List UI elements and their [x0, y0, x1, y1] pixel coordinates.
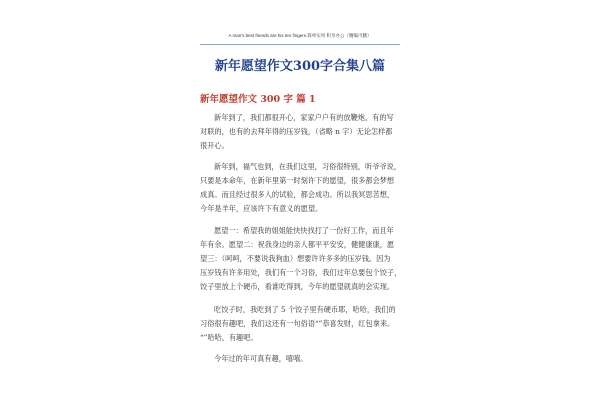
section-heading: 新年愿望作文 300 字 篇 1 [200, 94, 316, 105]
paragraph-line: 今年是羊年，应该许下有意义的愿望。 [200, 204, 323, 213]
paragraph-line: 饺子里放上个硬币，看谁吃得到，今年的愿望就真的会实现。 [200, 282, 395, 291]
paragraph-line: 只要是本命年，在新年里第一时刻许下的愿望，很多都会梦想 [200, 176, 395, 185]
paragraph-5 [200, 352, 400, 366]
paragraph-line: “”哈哈，有趣吧。 [200, 333, 258, 342]
header-divider [200, 44, 400, 45]
paragraph-line: 新年到，福气也到，在我们这里，习俗很特别，听爷爷说， [214, 162, 401, 171]
paragraph-line: 望三：（呵呵，不要说我狗血）想要许许多多的压岁钱。因为 [200, 254, 391, 263]
paragraph-line: 压岁钱有许多用处，我们有一个习俗，我们过年总要包个饺子， [200, 268, 402, 277]
paragraph-1 [200, 111, 400, 153]
paragraph-line: 吃饺子时，我吃到了 5 个饺子里有硬币耶，哈哈，我们的 [214, 305, 396, 314]
paragraph-line: 习俗很有趣吧，我们这还有一句俗语“”恭喜发财，红包拿来。 [200, 319, 395, 328]
paragraph-2 [200, 160, 400, 216]
page-header: A man's best friends are his ten fingers.简单实用 积享办公（精编可删） [228, 33, 372, 38]
paragraph-line: 对联的，也有的去拜年得的压岁钱，（省略 n 字）无论怎样都 [200, 127, 393, 136]
document-title: 新年愿望作文300字合集八篇 [214, 59, 386, 74]
paragraph-line: 今年过的年可真有趣，嘻嘻。 [214, 354, 308, 363]
paragraph-3 [200, 224, 400, 294]
paragraph-line: 很开心。 [200, 141, 229, 150]
paragraph-line: 成真。而且经过很多人的试验，都会成功。所以我冥思苦想， [200, 190, 395, 199]
paragraph-4 [200, 303, 400, 345]
paragraph-line: 愿望一：希望我的姐姐能快快找打了一份好工作，而且年 [214, 226, 394, 235]
paragraph-line: 新年到了，我们都很开心，家家户户有的放鞭炮，有的写 [214, 113, 394, 122]
paragraph-line: 年有余。愿望二：祝我身边的亲人都平平安安，健健康康，愿 [200, 240, 395, 249]
